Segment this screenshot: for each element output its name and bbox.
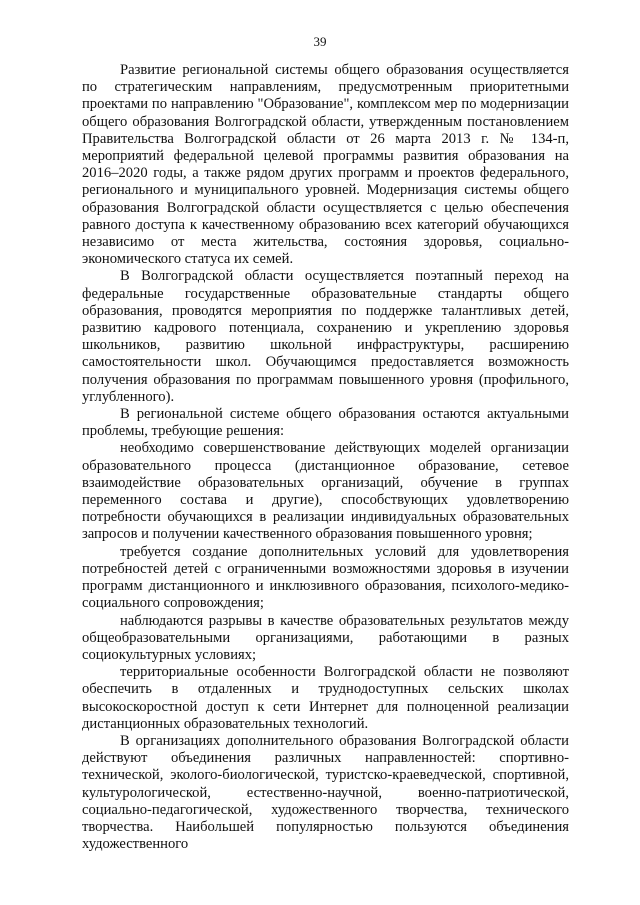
paragraph-fgos-transition: В Волгоградской области осуществляется поэтапный переход на федеральные государственные образовательные стандарты общего образования, проводятся мероприятия по поддержке талантливых детей, развитию кадрового потенциала, сохранению и укреплению здоровья школьников, развитию школьной инфраструктуры, расширению самостоятельности школ. Обучающимся предоставляется возможность получения образования по программам повышенного уровня (профильного, углубленного). [82, 268, 569, 405]
list-item-special-needs: требуется создание дополнительных условий для удовлетворения потребностей детей с ограниченными возможностями здоровья в изучении программ дистанционного и инклюзивного образования, психолого-медико-социального сопровождения; [82, 543, 569, 612]
paragraph-additional-education: В организациях дополнительного образования Волгоградской области действуют объединения различных направленностей: спортивно-технической, эколого-биологической, туристско-краеведческой, спортивной, культурологической, естественно-научной, военно-патриотической, социально-педагогической, художественного творчества, технического творчества. Наибольшей популярностью пользуются объединения художественного [82, 732, 569, 853]
page-number: 39 [313, 34, 327, 49]
list-item-internet-access: территориальные особенности Волгоградской области не позволяют обеспечить в отдаленных и труднодоступных сельских школах высокоскоростной доступ к сети Интернет для полноценной реализации дистанционных образовательных технологий. [82, 664, 569, 732]
list-item-improve-models: необходимо совершенствование действующих моделей организации образовательного процесса (дистанционное образование, сетевое взаимодействие образовательных организаций, обучение в группах переменного состава и другие), способствующих удовлетворению потребности обучающихся в реализации индивидуальных образовательных запросов и получении качественного образования повышенного уровня; [82, 440, 569, 543]
document-body [82, 62, 569, 853]
list-item-result-gaps: наблюдаются разрывы в качестве образовательных результатов между общеобразовательными организациями, работающими в разных социокультурных условиях; [82, 612, 569, 663]
paragraph-problems-intro: В региональной системе общего образования остаются актуальными проблемы, требующие решения: [82, 406, 569, 440]
paragraph-regional-development: Развитие региональной системы общего образования осуществляется по стратегическим направлениям, предусмотренным приоритетными проектами по направлению "Образование", комплексом мер по модернизации общего образования Волгоградской области, утвержденным постановлением Правительства Волгоградской области от 26 марта 2013 г. № 134-п, мероприятий федеральной целевой программы развития образования на 2016–2020 годы, а также рядом других программ и проектов федерального, регионального и муниципального уровней. Модернизация системы общего образования Волгоградской области осуществляется с целью обеспечения равного доступа к качественному образованию всех категорий обучающихся независимо от места жительства, состояния здоровья, социально-экономического статуса их семей. [82, 62, 569, 268]
